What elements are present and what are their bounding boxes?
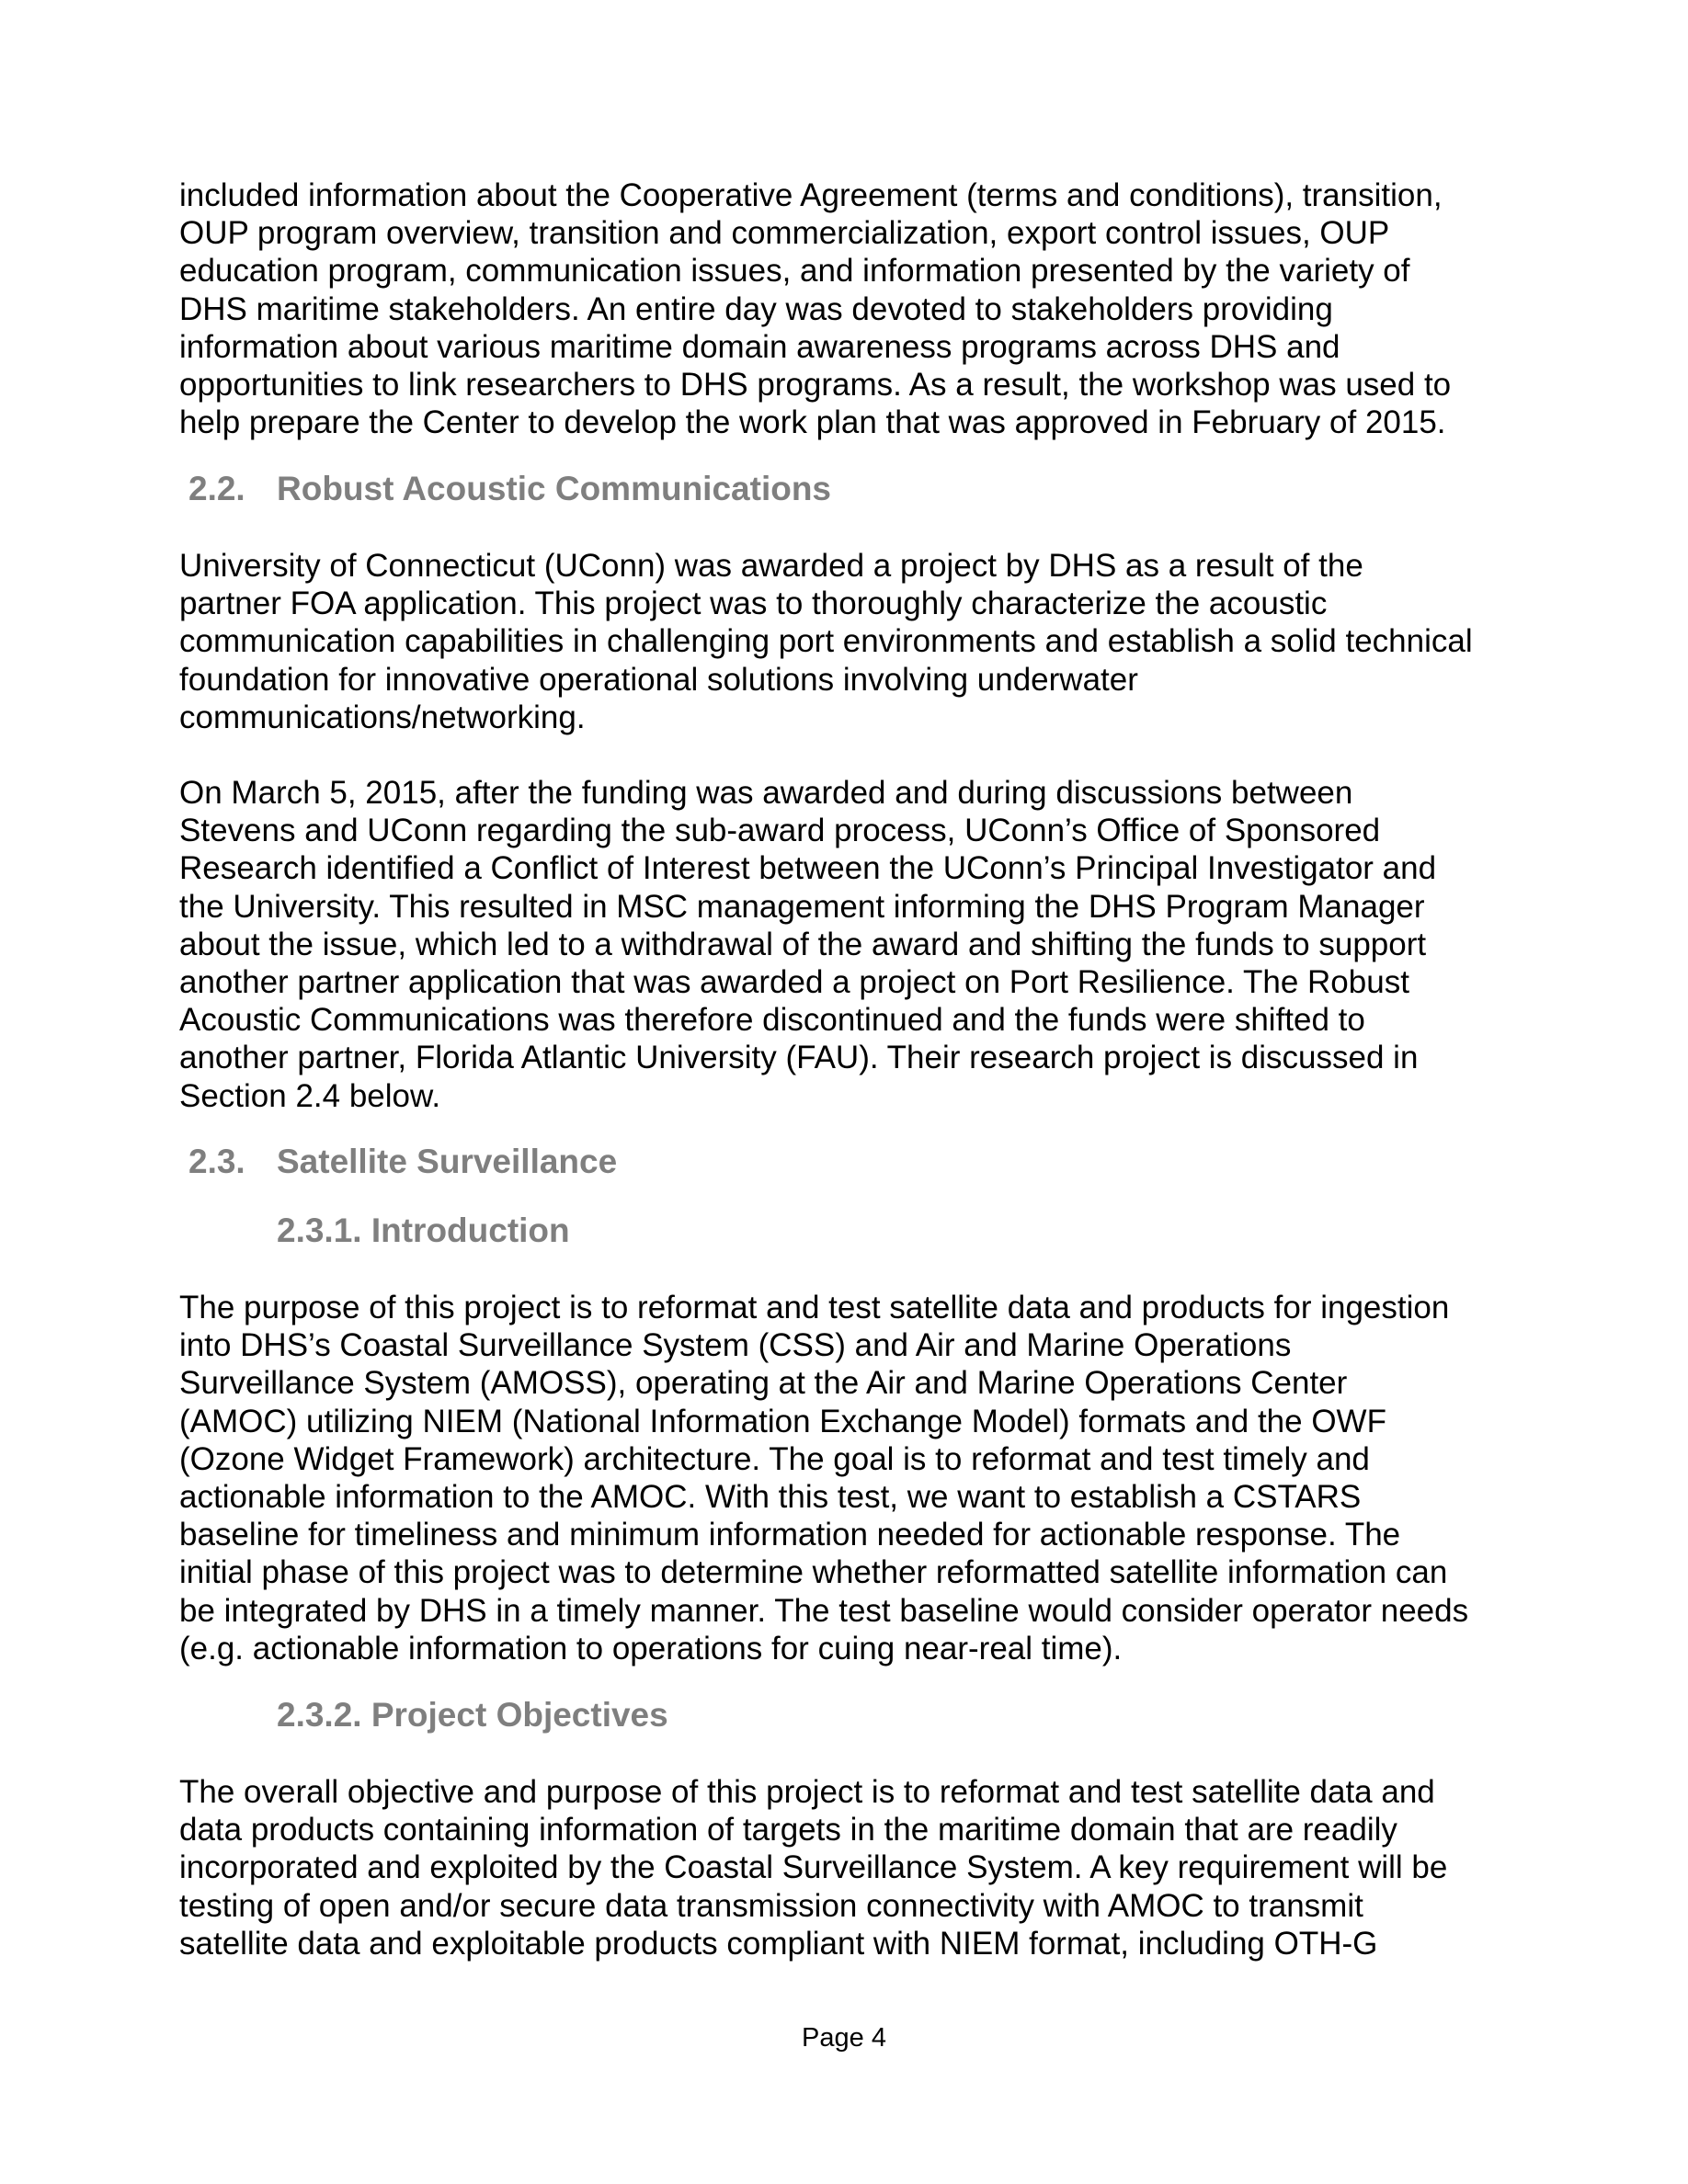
text-line: Research identified a Conflict of Interest between the UConn’s Principal Investigator and: [179, 850, 1437, 887]
text-line: communications/networking.: [179, 699, 586, 735]
page-number: Page 4: [802, 2023, 886, 2053]
text-line: actionable information to the AMOC. With this test, we want to establish a CSTARS: [179, 1479, 1362, 1516]
text-line: opportunities to link researchers to DHS programs. As a result, the workshop was used to: [179, 367, 1452, 404]
text-line: (e.g. actionable information to operations for cuing near-real time).: [179, 1630, 1123, 1666]
text-line: partner FOA application. This project was to thoroughly characterize the acoustic: [179, 586, 1328, 622]
text-line: another partner application that was awarded a project on Port Resilience. The Robust: [179, 964, 1409, 1001]
section-number: 2.2.: [188, 470, 245, 507]
text-line: (AMOC) utilizing NIEM (National Information Exchange Model) formats and the OWF: [179, 1403, 1386, 1439]
text-line: another partner, Florida Atlantic University (FAU). Their research project is discussed in: [179, 1040, 1419, 1076]
paragraph-uconn-award: [179, 547, 1473, 736]
text-line: On March 5, 2015, after the funding was awarded and during discussions between: [179, 775, 1353, 811]
paragraph-workshop-summary: [179, 176, 1451, 441]
text-line: baseline for timeliness and minimum information needed for actionable response. The: [179, 1517, 1401, 1553]
text-line: help prepare the Center to develop the work plan that was approved in February of 2015.: [179, 404, 1446, 441]
section-title: Robust Acoustic Communications: [277, 470, 832, 507]
text-line: foundation for innovative operational solutions involving underwater: [179, 661, 1138, 698]
text-line: The overall objective and purpose of this project is to reformat and test satellite data and: [179, 1774, 1435, 1810]
text-line: about the issue, which led to a withdrawal of the award and shifting the funds to support: [179, 926, 1427, 962]
text-line: testing of open and/or secure data transmission connectivity with AMOC to transmit: [179, 1887, 1363, 1924]
text-line: Surveillance System (AMOSS), operating at the Air and Marine Operations Center: [179, 1365, 1348, 1402]
text-line: communication capabilities in challenging port environments and establish a solid technical: [179, 623, 1473, 660]
text-line: University of Connecticut (UConn) was awarded a project by DHS as a result of the: [179, 548, 1363, 584]
text-line: into DHS’s Coastal Surveillance System (CSS) and Air and Marine Operations: [179, 1327, 1292, 1364]
text-line: Section 2.4 below.: [179, 1077, 441, 1114]
text-line: included information about the Cooperative Agreement (terms and conditions), transition,: [179, 177, 1443, 213]
text-line: incorporated and exploited by the Coastal Surveillance System. A key requirement will be: [179, 1849, 1448, 1886]
text-line: Acoustic Communications was therefore discontinued and the funds were shifted to: [179, 1002, 1365, 1039]
text-line: education program, communication issues, and information presented by the variety of: [179, 253, 1410, 290]
text-line: the University. This resulted in MSC management informing the DHS Program Manager: [179, 888, 1425, 925]
paragraph-project-objectives: [179, 1773, 1447, 1962]
text-line: initial phase of this project was to determine whether reformatted satellite information can: [179, 1554, 1448, 1591]
text-line: DHS maritime stakeholders. An entire day was devoted to stakeholders providing: [179, 290, 1333, 327]
subsection-title: 2.3.2. Project Objectives: [277, 1696, 668, 1734]
text-line: (Ozone Widget Framework) architecture. The goal is to reformat and test timely and: [179, 1440, 1370, 1477]
text-line: OUP program overview, transition and commercialization, export control issues, OUP: [179, 215, 1390, 252]
text-line: be integrated by DHS in a timely manner. The test baseline would consider operator needs: [179, 1592, 1469, 1629]
paragraph-introduction: [179, 1289, 1468, 1667]
section-title: Satellite Surveillance: [277, 1143, 618, 1180]
text-line: The purpose of this project is to reformat and test satellite data and products for ingestion: [179, 1290, 1450, 1325]
subsection-title: 2.3.1. Introduction: [277, 1211, 570, 1249]
paragraph-conflict-of-interest: [179, 774, 1436, 1115]
section-number: 2.3.: [188, 1143, 245, 1180]
text-line: information about various maritime domain awareness programs across DHS and: [179, 328, 1340, 365]
text-line: satellite data and exploitable products compliant with NIEM format, including OTH-G: [179, 1925, 1378, 1962]
text-line: Stevens and UConn regarding the sub-award process, UConn’s Office of Sponsored: [179, 813, 1381, 849]
text-line: data products containing information of targets in the maritime domain that are readily: [179, 1812, 1397, 1848]
